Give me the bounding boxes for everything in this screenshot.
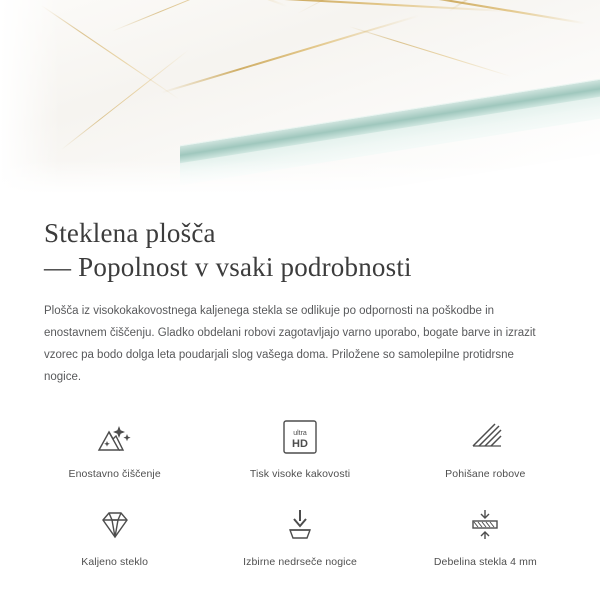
feature-label: Izbirne nedrseče nogice [243,556,357,568]
text-content [0,200,600,388]
feature-label: Tisk visoke kakovosti [249,468,351,480]
diamond-icon [92,502,138,548]
polished-edges-icon [462,414,508,460]
marble-vein [348,26,512,77]
page-title [44,216,556,284]
feature-tempered-glass [22,502,207,568]
marble-vein [448,0,600,12]
feature-label: Enostavno čiščenje [68,468,161,480]
feature-print-quality [207,414,392,480]
description-paragraph: Plošča iz visokokakovostnega kaljenega stekla se odlikuje po odpornosti na poškodbe in enostavnem čiščenju. Gladko obdelani robovi zagotavljajo varno uporabo, bogate barve in izrazit vzorec pa bodo dolga leta poudarjali slog vašega doma. Priložene so samolepilne protidrsne nogice. [44,305,536,383]
svg-text:ultra: ultra [293,430,307,437]
anti-slip-feet-icon [277,502,323,548]
feature-easy-cleaning [22,414,207,480]
title-line-2: — Popolnost v vsaki podrobnosti [44,252,412,282]
title-line-1: Steklena plošča [44,218,216,248]
marble-vein [61,50,189,150]
feature-grid [0,414,600,568]
thickness-4mm-icon [462,502,508,548]
marble-vein [395,0,586,24]
feature-glass-thickness [393,502,578,568]
marble-vein [161,15,419,94]
sparkle-cloth-icon [92,414,138,460]
feature-label: Pohišane robove [445,468,526,480]
marble-vein [41,5,180,100]
feature-anti-slip-feet [207,502,392,568]
marble-vein [92,0,287,7]
feature-polished-edges [393,414,578,480]
feature-label: Debelina stekla 4 mm [433,556,537,568]
hero-image [0,0,600,200]
hero-bottom-fade [0,160,600,200]
svg-text:HD: HD [292,438,308,450]
ultra-hd-icon [277,414,323,460]
feature-label: Kaljeno steklo [81,556,149,568]
marble-vein [112,0,267,32]
